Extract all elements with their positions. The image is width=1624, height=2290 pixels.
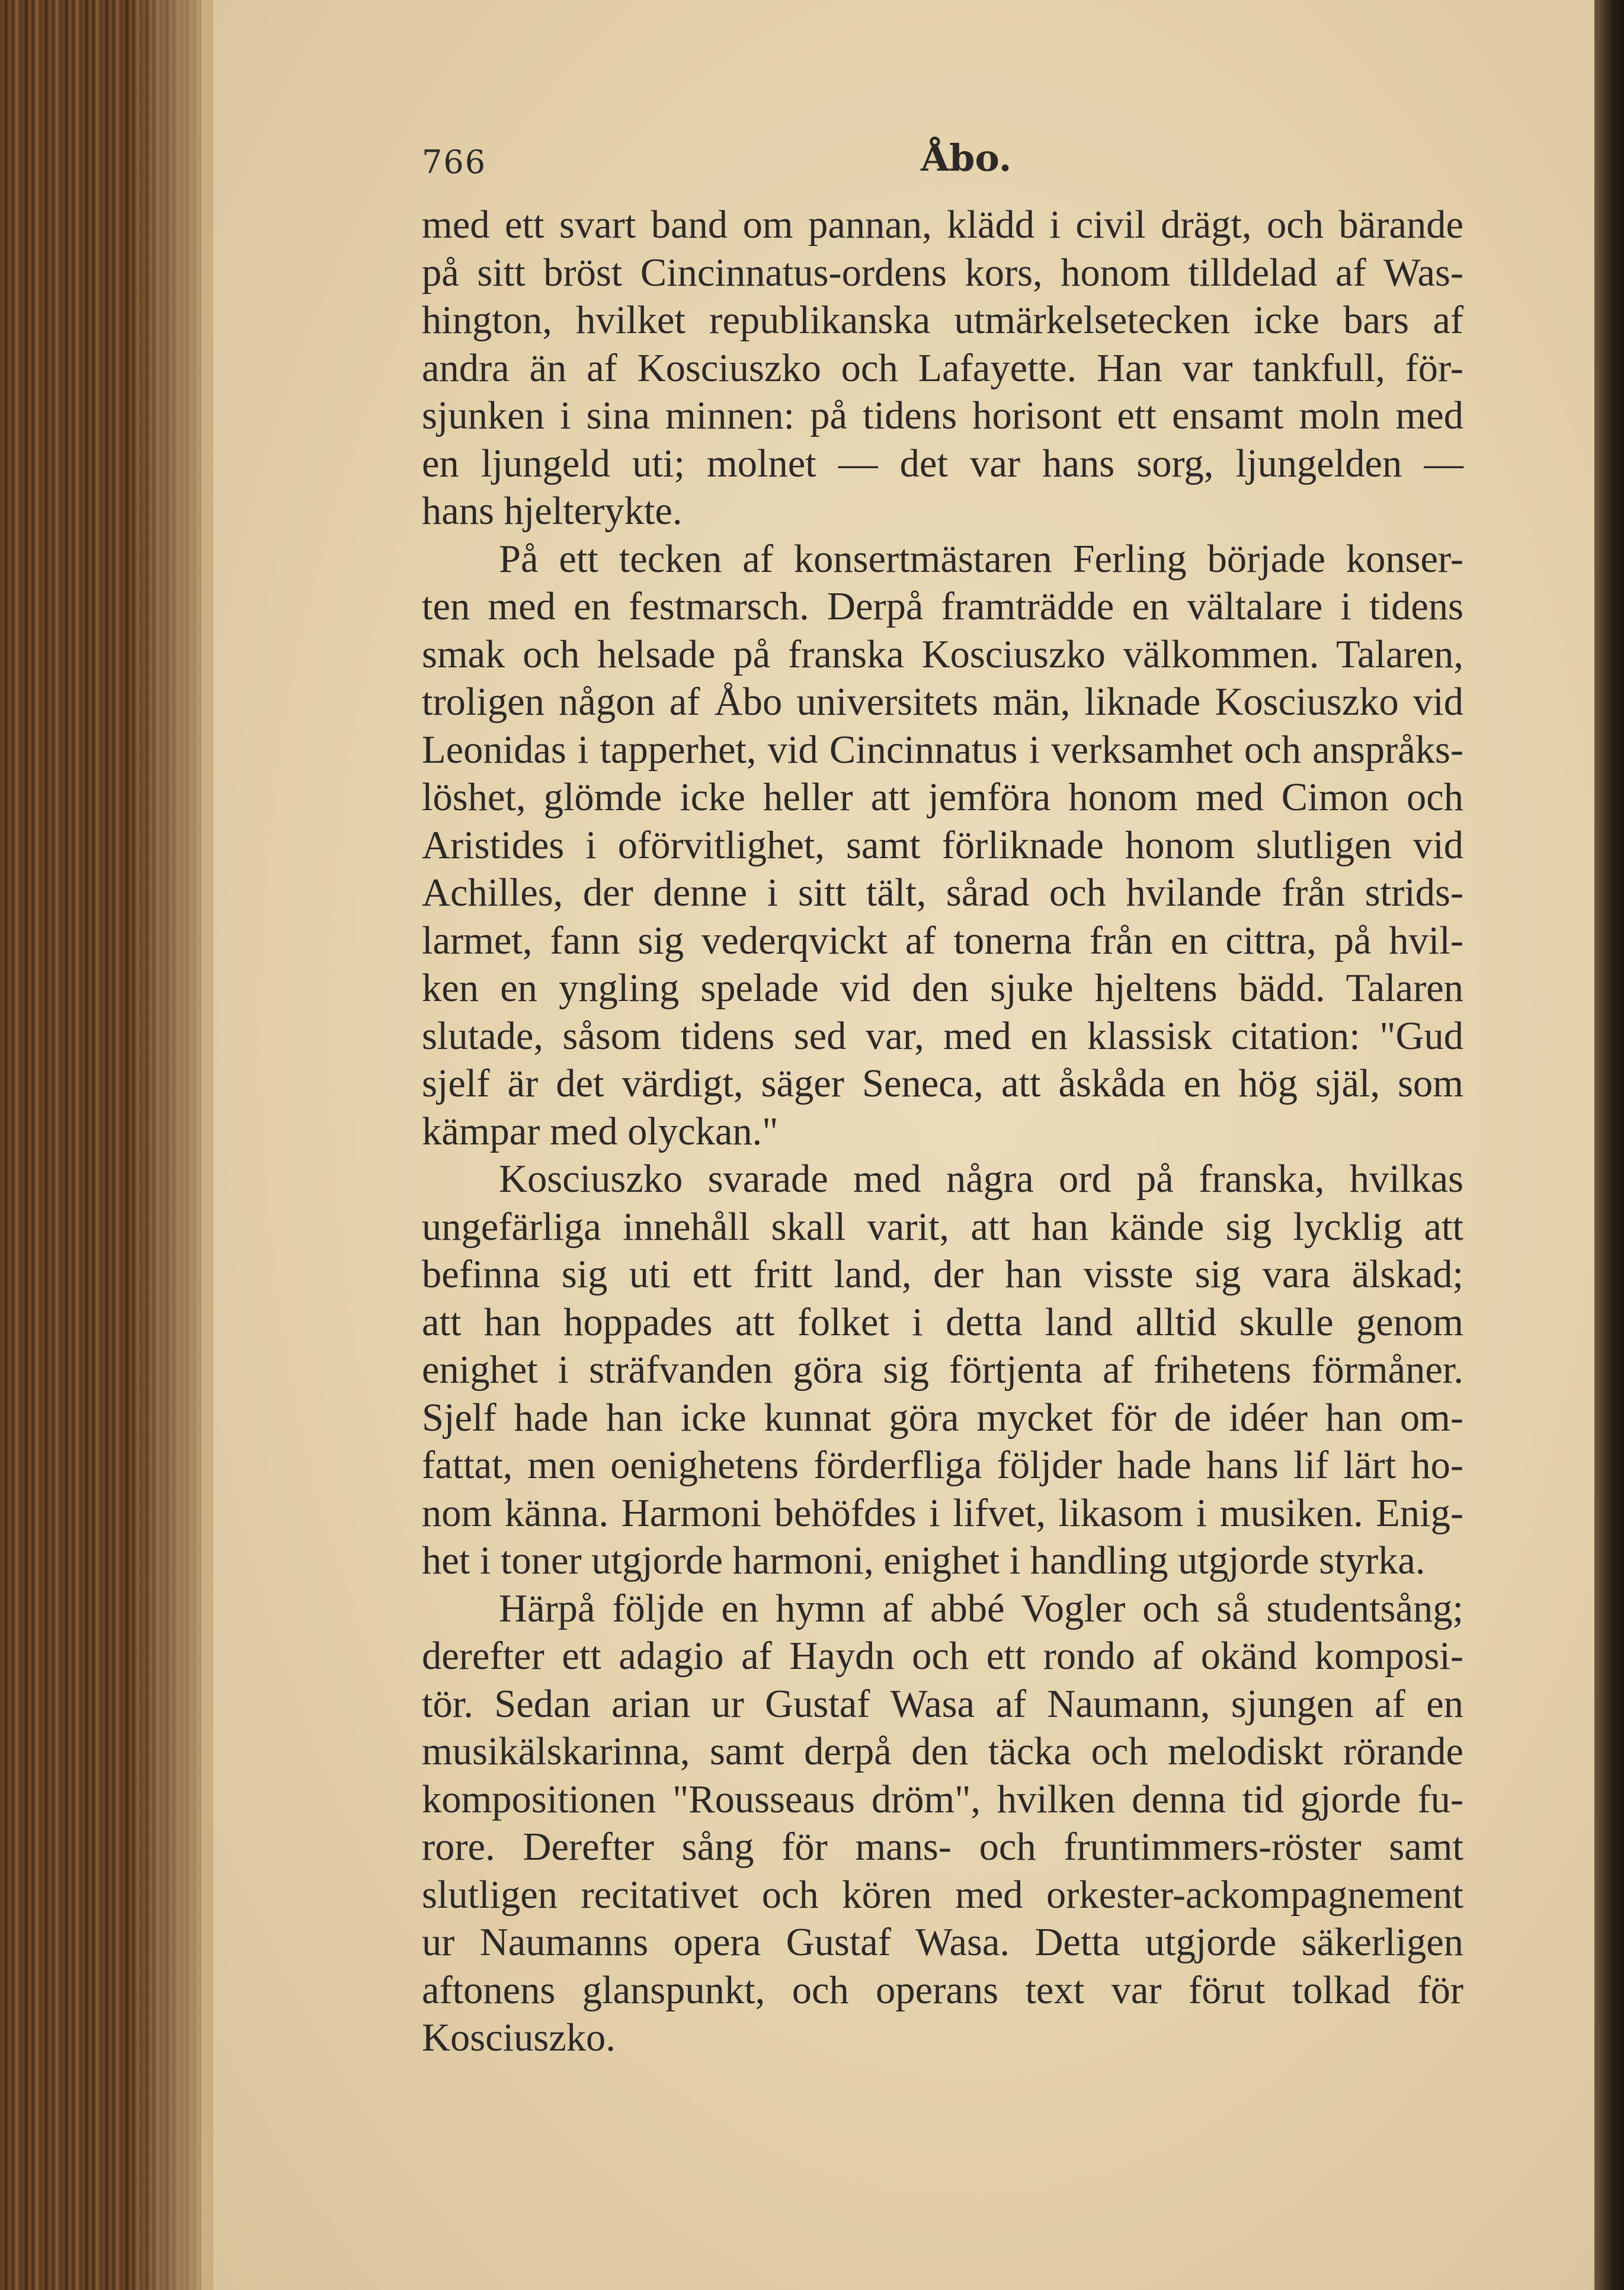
- text-line: andra än af Kosciuszko och Lafayette. Han var tankfull, för-: [422, 346, 1463, 390]
- text-line: slutligen recitativet och kören med orkester-ackompagnement: [422, 1873, 1463, 1917]
- text-line: Kosciuszko.: [422, 2016, 616, 2059]
- text-line: ungefärliga innehåll skall varit, att han kände sig lycklig att: [422, 1205, 1463, 1249]
- text-line: ken en yngling spelade vid den sjuke hjeltens bädd. Talaren: [422, 967, 1463, 1010]
- text-line: hans hjelterykte.: [422, 490, 683, 533]
- text-line: kompositionen "Rousseaus dröm", hvilken denna tid gjorde fu-: [422, 1777, 1463, 1821]
- text-line: het i toner utgjorde harmoni, enighet i handling utgjorde styrka.: [422, 1539, 1426, 1582]
- text-line: en ljungeld uti; molnet — det var hans sorg, ljungelden —: [422, 442, 1463, 485]
- text-line: musikälskarinna, samt derpå den täcka och melodiskt rörande: [422, 1730, 1463, 1773]
- text-line: Aristides i oförvitlighet, samt förliknade honom slutligen vid: [422, 823, 1463, 867]
- text-line: rore. Derefter sång för mans- och fruntimmers-röster samt: [422, 1825, 1463, 1869]
- text-line: Sjelf hade han icke kunnat göra mycket för de idéer han om-: [422, 1396, 1463, 1440]
- text-line: derefter ett adagio af Haydn och ett rondo af okänd komposi-: [422, 1635, 1463, 1678]
- text-line: Leonidas i tapperhet, vid Cincinnatus i verksamhet och anspråks-: [422, 728, 1463, 772]
- text-line: Kosciuszko svarade med några ord på franska, hvilkas: [499, 1157, 1463, 1201]
- text-line: kämpar med olyckan.": [422, 1109, 779, 1153]
- text-line: ur Naumanns opera Gustaf Wasa. Detta utgjorde säkerligen: [422, 1921, 1463, 1964]
- text-line: enighet i sträfvanden göra sig förtjenta af frihetens förmåner.: [422, 1348, 1463, 1392]
- text-line: nom känna. Harmoni behöfdes i lifvet, likasom i musiken. Enig-: [422, 1491, 1463, 1535]
- text-line: troligen någon af Åbo universitets män, liknade Kosciuszko vid: [422, 680, 1463, 724]
- text-line: larmet, fann sig vederqvickt af tonerna från en cittra, på hvil-: [422, 919, 1463, 962]
- body-text: [422, 202, 1463, 2062]
- page-right-edge: [1594, 0, 1624, 2290]
- text-line: att han hoppades att folket i detta land alltid skulle genom: [422, 1300, 1463, 1344]
- text-line: befinna sig uti ett fritt land, der han visste sig vara älskad;: [422, 1253, 1463, 1296]
- text-line: ten med en festmarsch. Derpå framträdde en vältalare i tidens: [422, 585, 1463, 628]
- text-line: fattat, men oenighetens förderfliga följder hade hans lif lärt ho-: [422, 1444, 1463, 1487]
- running-title: Åbo.: [921, 136, 1012, 180]
- gutter-shadow: [130, 0, 213, 2290]
- text-line: Achilles, der denne i sitt tält, sårad och hvilande från strids-: [422, 871, 1463, 914]
- text-line: med ett svart band om pannan, klädd i civil drägt, och bärande: [422, 203, 1463, 247]
- text-line: på sitt bröst Cincinnatus-ordens kors, honom tilldelad af Was-: [422, 251, 1463, 295]
- text-line: tör. Sedan arian ur Gustaf Wasa af Naumann, sjungen af en: [422, 1682, 1463, 1726]
- text-line: Härpå följde en hymn af abbé Vogler och så studentsång;: [499, 1587, 1463, 1630]
- text-line: sjunken i sina minnen: på tidens horisont ett ensamt moln med: [422, 394, 1463, 437]
- text-line: smak och helsade på franska Kosciuszko välkommen. Talaren,: [422, 632, 1463, 676]
- text-line: slutade, såsom tidens sed var, med en klassisk citation: "Gud: [422, 1014, 1463, 1058]
- text-line: hington, hvilket republikanska utmärkelsetecken icke bars af: [422, 299, 1463, 342]
- text-line: löshet, glömde icke heller att jemföra honom med Cimon och: [422, 776, 1463, 819]
- page-number: 766: [422, 143, 487, 181]
- page-header: [422, 136, 1311, 202]
- text-line: aftonens glanspunkt, och operans text var förut tolkad för: [422, 1968, 1463, 2012]
- text-line: sjelf är det värdigt, säger Seneca, att åskåda en hög själ, som: [422, 1062, 1463, 1105]
- text-line: På ett tecken af konsertmästaren Ferling började konser-: [499, 537, 1463, 581]
